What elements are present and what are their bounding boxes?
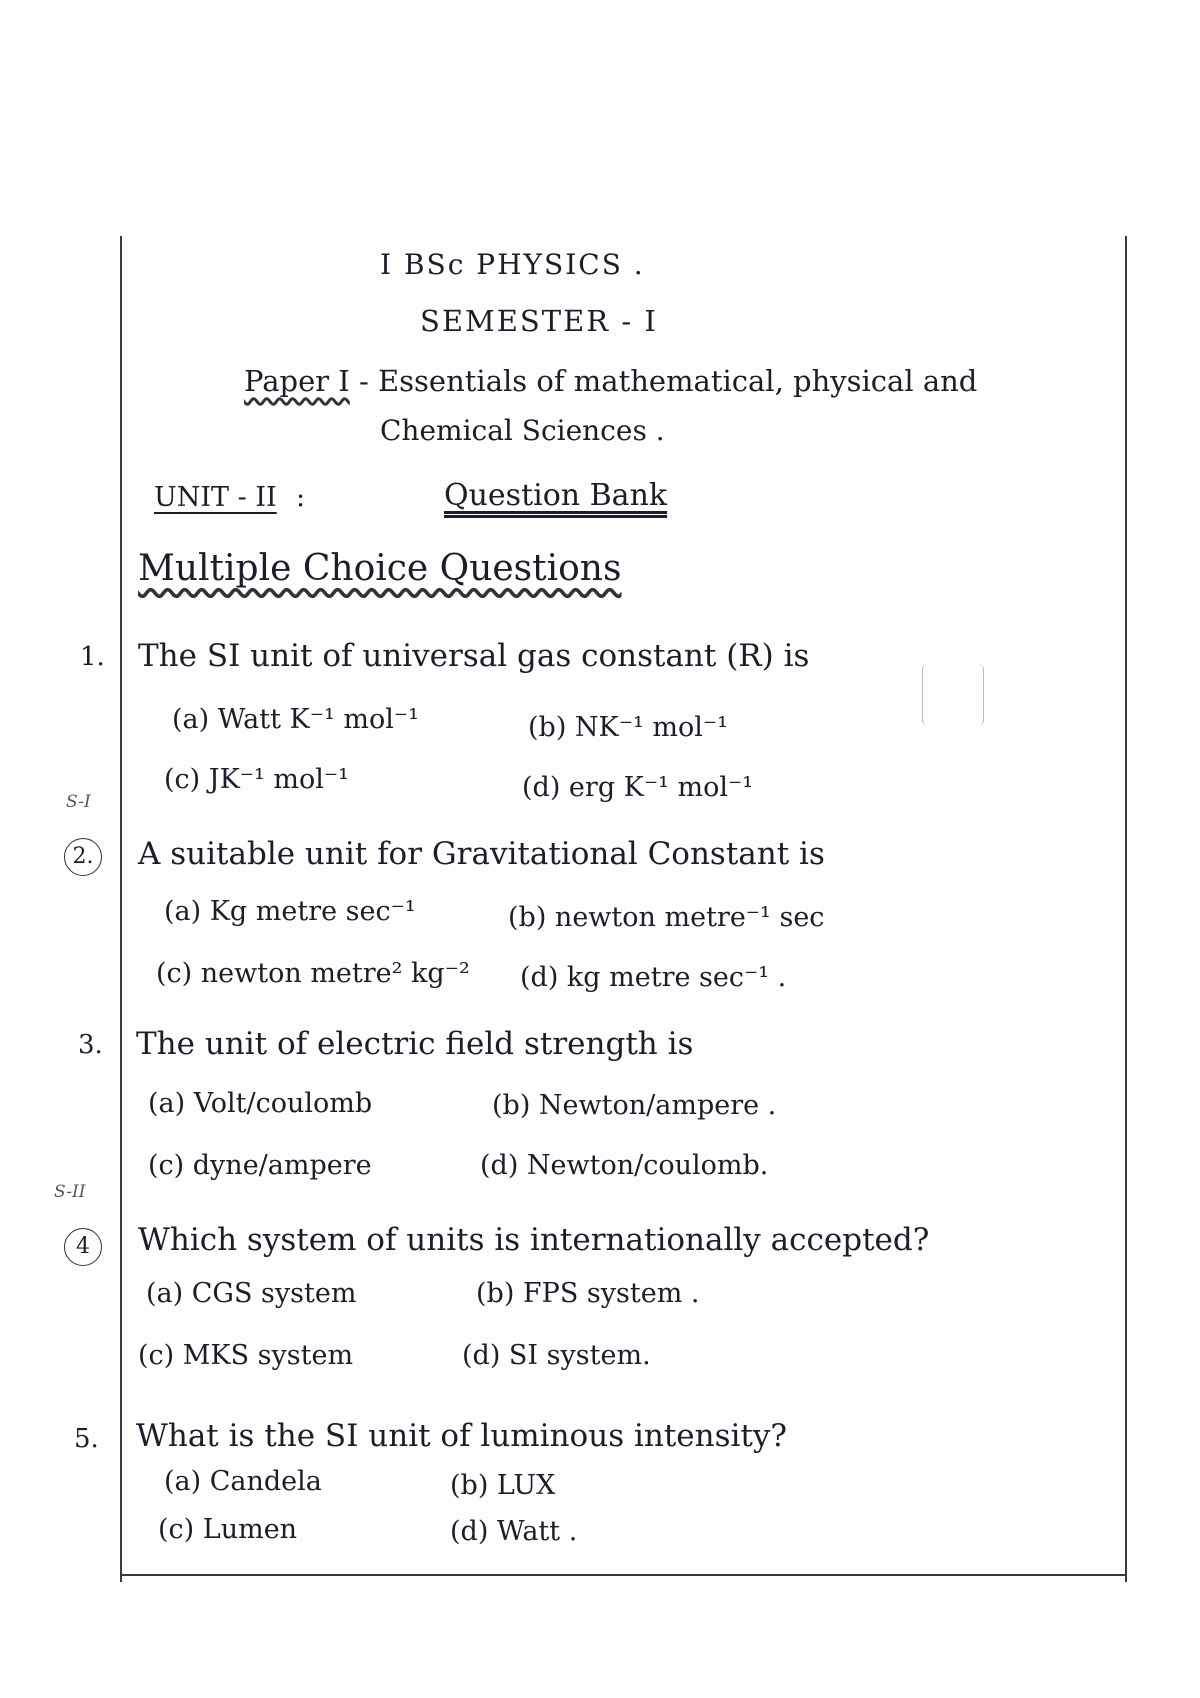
option-c: (c) dyne/ampere bbox=[148, 1150, 372, 1181]
option-a: (a) CGS system bbox=[146, 1278, 357, 1309]
paper-title-text: - Essentials of mathematical, physical and bbox=[349, 364, 978, 398]
margin-note: S-II bbox=[54, 1182, 86, 1202]
paper-title-line2: Chemical Sciences . bbox=[380, 414, 665, 447]
option-b: (b) FPS system . bbox=[476, 1278, 700, 1309]
option-b: (b) LUX bbox=[450, 1470, 556, 1501]
unit-label: UNIT - II bbox=[154, 482, 277, 513]
option-d: (d) Watt . bbox=[450, 1516, 578, 1547]
semester-title: SEMESTER - I bbox=[420, 304, 658, 338]
question-number: 5. bbox=[74, 1424, 99, 1454]
option-c: (c) Lumen bbox=[158, 1514, 298, 1545]
question-bank-title: Question Bank bbox=[444, 478, 668, 513]
option-d: (d) Newton/coulomb. bbox=[480, 1150, 769, 1181]
option-b: (b) NK⁻¹ mol⁻¹ bbox=[528, 712, 728, 743]
question-text: The unit of electric field strength is bbox=[136, 1026, 694, 1062]
answer-bracket bbox=[922, 664, 984, 726]
option-b: (b) Newton/ampere . bbox=[492, 1090, 777, 1121]
paper-title-line1 bbox=[244, 364, 977, 398]
unit-separator: : bbox=[296, 482, 306, 513]
question-number: 1. bbox=[80, 642, 105, 672]
option-a: (a) Volt/coulomb bbox=[148, 1088, 373, 1119]
question-text: The SI unit of universal gas constant (R) is bbox=[138, 638, 810, 674]
bottom-rule bbox=[120, 1574, 1125, 1576]
section-title: Multiple Choice Questions bbox=[138, 548, 622, 589]
option-b: (b) newton metre⁻¹ sec bbox=[508, 902, 825, 933]
question-text: A suitable unit for Gravitational Constant is bbox=[138, 836, 825, 872]
option-d: (d) SI system. bbox=[462, 1340, 651, 1371]
paper-label: Paper I bbox=[244, 364, 350, 398]
question-number: 3. bbox=[78, 1030, 103, 1060]
option-c: (c) newton metre² kg⁻² bbox=[156, 958, 470, 989]
option-c: (c) JK⁻¹ mol⁻¹ bbox=[164, 764, 349, 795]
question-text: What is the SI unit of luminous intensity? bbox=[136, 1418, 788, 1454]
option-d: (d) kg metre sec⁻¹ . bbox=[520, 962, 787, 993]
option-a: (a) Kg metre sec⁻¹ bbox=[164, 896, 416, 927]
option-d: (d) erg K⁻¹ mol⁻¹ bbox=[522, 772, 754, 803]
question-number-circled: 4 bbox=[64, 1228, 102, 1266]
question-text: Which system of units is internationally accepted? bbox=[138, 1222, 930, 1258]
margin-note: S-I bbox=[66, 792, 91, 812]
option-a: (a) Candela bbox=[164, 1466, 322, 1497]
question-number-circled: 2. bbox=[64, 838, 102, 876]
option-c: (c) MKS system bbox=[138, 1340, 354, 1371]
option-a: (a) Watt K⁻¹ mol⁻¹ bbox=[172, 704, 419, 735]
course-title: I BSc PHYSICS . bbox=[380, 248, 645, 281]
